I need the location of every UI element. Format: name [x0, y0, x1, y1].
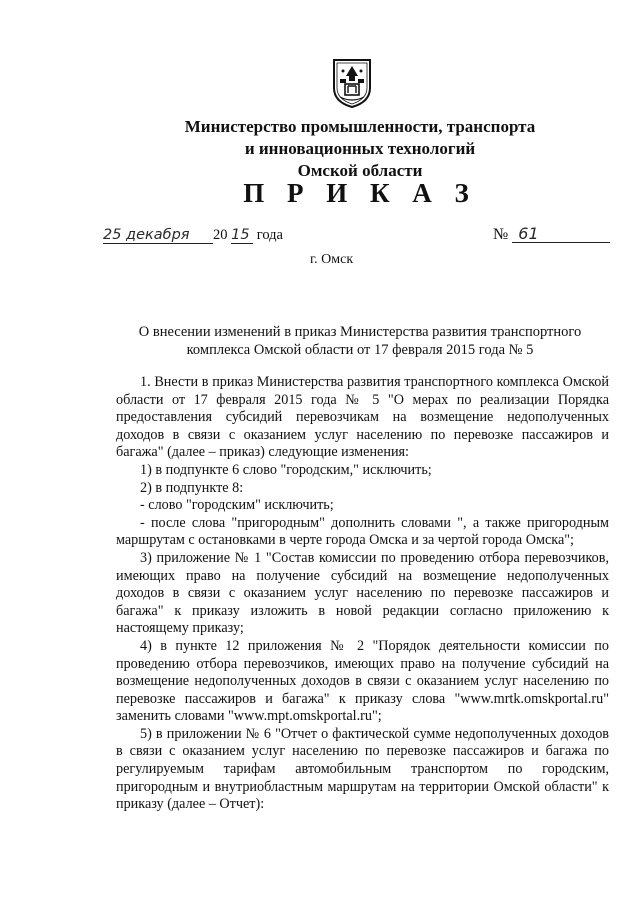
paragraph: 4) в пункте 12 приложения № 2 "Порядок деятельности комиссии по проведению отбора перевозчиков, имеющих право на получение субсидий на возмещение недополученных доходов в связи с оказанием услуг населению по перевозке пассажиров и багажа" к приказу слова "www.mrtk.omskportal.ru" заменить словами "www.mpt.omskportal.ru"; [116, 637, 609, 725]
ministry-name [100, 116, 620, 182]
number-label: № [493, 226, 509, 243]
order-date [103, 227, 283, 244]
handwritten-number: 61 [512, 226, 610, 243]
ministry-line-1: Министерство промышленности, транспорта [184, 117, 536, 136]
ministry-line-2: и инновационных технологий [244, 139, 476, 158]
handwritten-year-suffix: 15 [231, 227, 253, 244]
paragraph: 3) приложение № 1 "Состав комиссии по проведению отбора перевозчиков, имеющих право на получение субсидий на возмещение недополученных доходов в связи с оказанием услуг населению по перевозке пассажиров и багажа" к приказу изложить в новой редакции согласно приложению к настоящему приказу; [116, 549, 609, 637]
paragraph: - слово "городским" исключить; [140, 497, 334, 514]
order-subject [120, 323, 600, 359]
paragraph: 5) в приложении № 6 "Отчет о фактической сумме недополученных доходов в связи с оказанием услуг населению по перевозке пассажиров и багажа по регулируемым тарифам автомобильным транспортом по городским, пригородным и внутриобластным маршрутам на территории Омской области" к приказу (далее – Отчет): [116, 725, 609, 813]
paragraph: 1) в подпункте 6 слово "городским," исключить; [140, 461, 432, 478]
paragraph: - после слова "пригородным" дополнить словами ", а также пригородным маршрутам с остановками в черте города Омска и за чертой города Омска"; [116, 514, 609, 549]
paragraph: 2) в подпункте 8: [140, 479, 244, 496]
year-prefix: 20 [213, 227, 228, 243]
subject-line-2: комплекса Омской области от 17 февраля 2015 года № 5 [186, 342, 534, 358]
order-title: П Р И К А З [243, 178, 477, 208]
paragraph: 1. Внести в приказ Министерства развития транспортного комплекса Омской области от 17 февраля 2015 года № 5 "О мерах по реализации Порядка предоставления субсидий перевозчикам на возмещение недополученных доходов в связи с оказанием услуг населению по перевозке пассажиров и багажа" (далее – приказ) следующие изменения: [116, 374, 609, 461]
year-word: года [256, 227, 283, 243]
ministry-line-3: Омской области [297, 161, 423, 180]
order-number [493, 226, 610, 244]
city: г. Омск [310, 252, 354, 267]
handwritten-day-month: 25 декабря [103, 227, 213, 244]
subject-line-1: О внесении изменений в приказ Министерства развития транспортного [138, 324, 582, 340]
order-body [116, 374, 609, 814]
coat-of-arms-icon [331, 57, 373, 109]
